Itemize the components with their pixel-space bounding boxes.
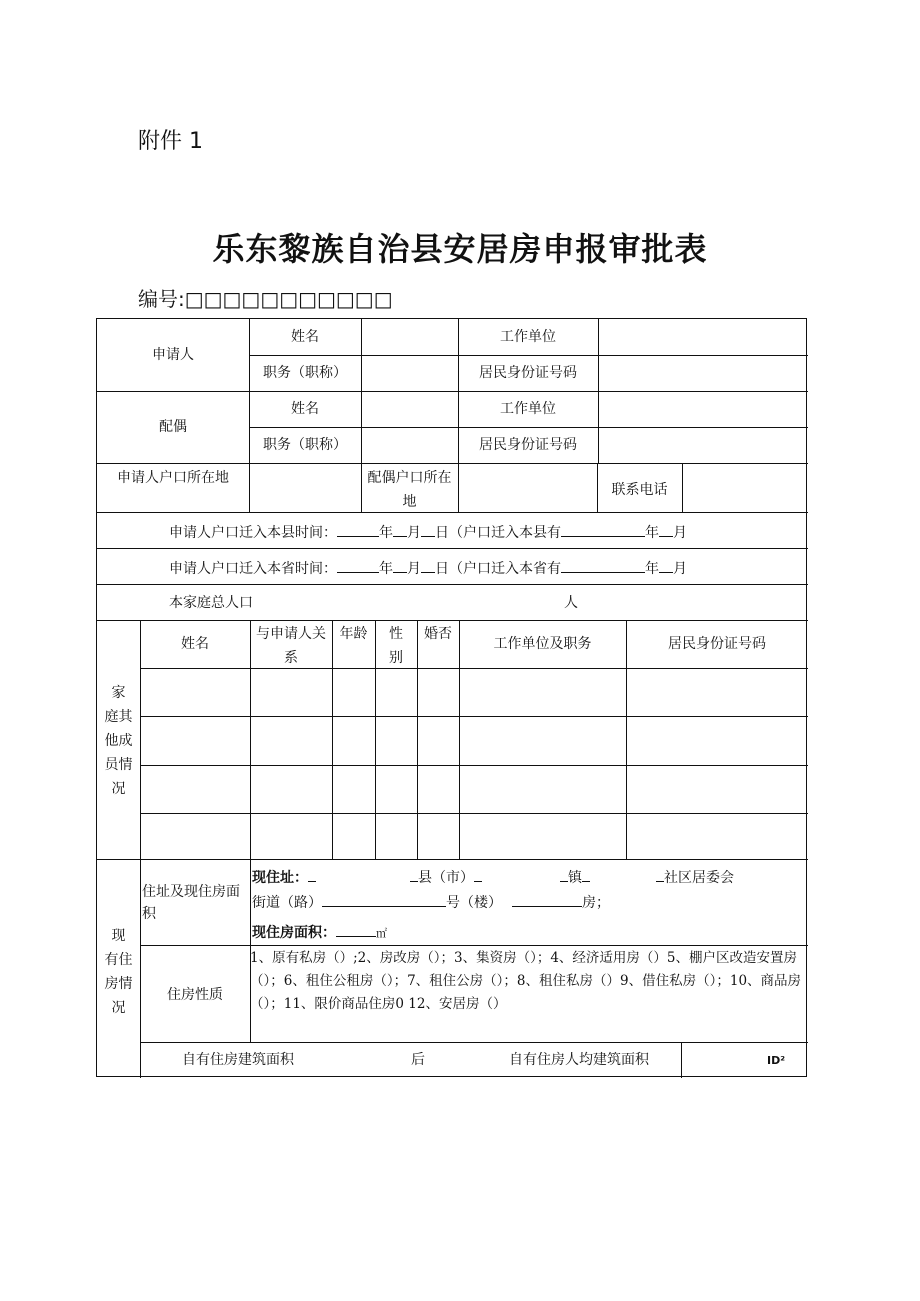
family-header-name: 姓名 <box>181 636 209 652</box>
phone-label: 联系电话 <box>611 482 668 498</box>
family-header-gender-line2: 别 <box>389 650 403 666</box>
spouse-id-field[interactable] <box>599 436 807 454</box>
row-divider <box>97 512 808 513</box>
application-form-table <box>96 318 807 1077</box>
province-month-blank[interactable] <box>393 558 407 573</box>
row-divider <box>97 859 808 860</box>
row-divider <box>97 391 808 392</box>
county-month-blank[interactable] <box>393 522 407 537</box>
family-header-age: 年龄 <box>339 626 368 642</box>
row-divider <box>140 1042 808 1043</box>
province-duration-month-blank[interactable] <box>659 558 673 573</box>
row-divider <box>249 355 808 356</box>
town-label: 镇 <box>568 870 582 886</box>
room-label: 房； <box>582 895 610 911</box>
side-label-char: 有住 <box>104 952 133 968</box>
county-duration-blank[interactable] <box>561 522 645 537</box>
applicant-id-label: 居民身份证号码 <box>479 365 577 381</box>
town-blank-start[interactable] <box>474 867 482 882</box>
town-blank[interactable] <box>560 867 568 882</box>
current-area-blank[interactable] <box>336 922 376 937</box>
county-duration-text: 日（户口迁入本县有 <box>435 525 561 541</box>
row-divider <box>249 427 808 428</box>
spouse-name-label: 姓名 <box>291 401 319 417</box>
month-char: 月 <box>407 561 421 577</box>
family-member-row[interactable] <box>141 717 807 764</box>
row-divider <box>97 620 808 621</box>
address-area-label: 住址及现住房面积 <box>142 884 240 922</box>
attachment-label: 附件 1 <box>138 129 203 154</box>
province-duration-blank[interactable] <box>561 558 645 573</box>
month-char: 月 <box>673 525 687 541</box>
family-header-relation-line1: 与申请人关 <box>256 626 326 642</box>
side-label-char: 况 <box>111 1000 126 1016</box>
county-year-blank[interactable] <box>337 522 379 537</box>
side-label-char: 他成 <box>104 733 133 749</box>
family-header-marital: 婚否 <box>424 626 452 642</box>
spouse-label: 配偶 <box>159 419 187 435</box>
year-char: 年 <box>645 525 659 541</box>
county-day-blank[interactable] <box>421 522 435 537</box>
per-capita-area-unit: ID² <box>767 1054 786 1067</box>
spouse-position-field[interactable] <box>362 436 458 454</box>
spouse-name-field[interactable] <box>362 400 458 418</box>
household-population-label: 本家庭总人口 <box>169 595 253 611</box>
province-day-blank[interactable] <box>421 558 435 573</box>
applicant-hukou-field[interactable] <box>250 477 360 495</box>
col-divider <box>681 1042 682 1078</box>
province-migration-prefix: 申请人户口迁入本省时间： <box>169 561 337 577</box>
spouse-position-label: 职务（职称） <box>263 437 347 453</box>
applicant-employer-label: 工作单位 <box>500 329 556 345</box>
current-area-line <box>252 922 387 943</box>
side-label-char: 庭其 <box>104 709 133 725</box>
side-label-char: 家 <box>111 685 126 701</box>
province-duration-text: 日（户口迁入本省有 <box>435 561 561 577</box>
spouse-employer-label: 工作单位 <box>500 401 556 417</box>
housing-nature-label: 住房性质 <box>167 987 223 1003</box>
family-member-row[interactable] <box>141 814 807 859</box>
county-migration-prefix: 申请人户口迁入本县时间： <box>169 525 337 541</box>
county-blank[interactable] <box>410 867 418 882</box>
applicant-id-field[interactable] <box>599 364 807 382</box>
spouse-hukou-field[interactable] <box>459 477 596 495</box>
community-label: 社区居委会 <box>664 870 734 886</box>
street-blank[interactable] <box>322 892 446 907</box>
province-year-blank[interactable] <box>337 558 379 573</box>
spouse-hukou-label-line2: 地 <box>402 494 417 510</box>
family-members-side-label <box>97 681 140 801</box>
own-area-unit: 后 <box>411 1052 425 1068</box>
address-prefix: 现住址： <box>252 870 308 886</box>
area-unit: ㎡ <box>376 927 387 940</box>
own-area-field[interactable] <box>317 1051 407 1069</box>
serial-number: 编号:□□□□□□□□□□□ <box>138 287 393 311</box>
applicant-position-field[interactable] <box>362 364 458 382</box>
month-char: 月 <box>407 525 421 541</box>
applicant-label: 申请人 <box>152 347 194 363</box>
address-blank[interactable] <box>308 867 316 882</box>
per-capita-area-label: 自有住房人均建筑面积 <box>509 1052 649 1068</box>
side-label-char: 况 <box>111 781 126 797</box>
county-duration-month-blank[interactable] <box>659 522 673 537</box>
family-member-row[interactable] <box>141 766 807 813</box>
applicant-name-label: 姓名 <box>291 329 319 345</box>
county-migration-line <box>169 522 687 542</box>
phone-field[interactable] <box>683 477 807 495</box>
row-divider <box>140 945 808 946</box>
row-divider <box>97 463 808 464</box>
family-header-gender-line1: 性 <box>389 626 403 642</box>
housing-side-label <box>97 924 140 1020</box>
year-char: 年 <box>379 525 393 541</box>
county-label: 县（市） <box>418 870 474 886</box>
household-population-unit: 人 <box>564 595 578 611</box>
row-divider <box>97 548 808 549</box>
spouse-hukou-label-line1: 配偶户口所在 <box>367 470 452 486</box>
street-line <box>252 892 610 912</box>
spouse-employer-field[interactable] <box>599 400 807 418</box>
applicant-hukou-label: 申请人户口所在地 <box>117 470 229 486</box>
housing-nature-options[interactable]: 1、原有私房（）;2、房改房（）；3、集资房（）；4、经济适用房（）5、棚户区改造安置房（）；6、租住公租房（）；7、租住公房（）；8、租住私房（）9、借住私房（）；10、商品房（）；11、限价商品住房0 12、安居房（） <box>250 950 802 1012</box>
year-char: 年 <box>379 561 393 577</box>
col-divider <box>140 859 141 1078</box>
family-member-row[interactable] <box>141 669 807 716</box>
spouse-id-label: 居民身份证号码 <box>479 437 577 453</box>
family-header-employer: 工作单位及职务 <box>493 636 592 652</box>
number-label: 号（楼） <box>446 895 502 911</box>
form-title: 乐东黎族自治县安居房申报审批表 <box>212 230 708 268</box>
address-line <box>252 867 734 887</box>
community-blank[interactable] <box>656 867 664 882</box>
applicant-employer-field[interactable] <box>599 328 807 346</box>
per-capita-area-field[interactable] <box>683 1051 763 1069</box>
side-label-char: 现 <box>111 928 126 944</box>
street-label: 街道（路） <box>252 895 322 911</box>
applicant-position-label: 职务（职称） <box>263 365 347 381</box>
row-divider <box>97 584 808 585</box>
family-header-id: 居民身份证号码 <box>668 636 766 652</box>
side-label-char: 房情 <box>104 976 133 992</box>
province-migration-line <box>169 558 687 578</box>
family-header-relation-line2: 系 <box>284 650 298 666</box>
room-blank[interactable] <box>512 892 582 907</box>
household-population-field[interactable] <box>277 594 557 612</box>
month-char: 月 <box>673 561 687 577</box>
own-area-label: 自有住房建筑面积 <box>182 1052 294 1068</box>
year-char: 年 <box>645 561 659 577</box>
current-area-label: 现住房面积： <box>252 925 336 941</box>
applicant-name-field[interactable] <box>362 328 458 346</box>
side-label-char: 员情 <box>104 757 133 773</box>
community-blank-start[interactable] <box>582 867 590 882</box>
